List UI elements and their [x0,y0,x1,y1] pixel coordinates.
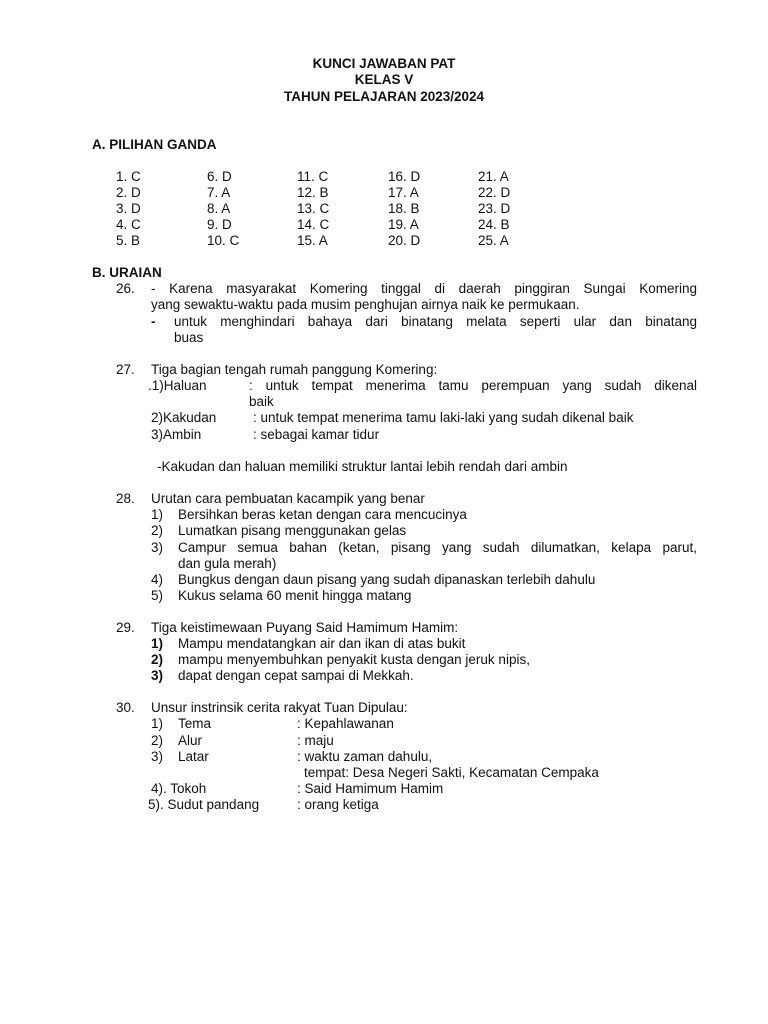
mc-answer: 17. A [388,185,419,200]
doc-title: KUNCI JAWABAN PAT [312,56,456,71]
element-label: Tema [178,716,212,731]
mc-answer: 16. D [388,169,421,184]
step-text: Bersihkan beras ketan dengan cara mencucinya [178,507,467,522]
answer-line: yang sewaktu-waktu pada musim penghujan airnya naik ke permukaan. [151,297,580,312]
mc-answer: 19. A [388,217,419,232]
step-number: 1) [151,507,164,522]
item-label: 2)Kakudan [151,410,217,425]
section-a-title: A. PILIHAN GANDA [92,137,217,152]
step-number: 5) [151,588,164,603]
mc-answer: 1. C [116,169,141,184]
step-number: 4) [151,572,164,587]
question-intro: Tiga bagian tengah rumah panggung Komering: [151,362,438,377]
step-text: Campur semua bahan (ketan, pisang yang sudah dilumatkan, kelapa parut, [178,540,697,555]
step-text: Bungkus dengan daun pisang yang sudah dipanaskan terlebih dahulu [178,572,596,587]
mc-answer: 13. C [297,201,330,216]
question-number: 29. [116,620,135,635]
mc-answer: 21. A [478,169,509,184]
question-intro: Urutan cara pembuatan kacampik yang benar [151,491,425,506]
answer-line: untuk menghindari bahaya dari binatang melata seperti ular dan binatang [174,314,697,329]
item-number: 2) [151,652,164,667]
mc-answer: 20. D [388,233,421,248]
element-number: 1) [151,716,164,731]
mc-answer: 18. B [388,201,420,216]
mc-answer: 10. C [207,233,240,248]
mc-answer: 22. D [478,185,511,200]
mc-answer: 11. C [297,169,329,184]
item-text: mampu menyembuhkan penyakit kusta dengan jeruk nipis, [178,652,530,667]
item-number: 3) [151,668,164,683]
element-label: Latar [178,749,209,764]
item-label: .1)Haluan [148,378,207,393]
mc-answer: 7. A [207,185,231,200]
answer-line: - Karena masyarakat Komering tinggal di daerah pinggiran Sungai Komering [151,281,697,296]
answer-line: buas [174,330,204,345]
question-number: 27. [116,362,135,377]
element-value: : maju [297,733,334,748]
mc-answer: 6. D [207,169,232,184]
mc-answer: 2. D [116,185,141,200]
element-value: : Said Hamimum Hamim [297,781,444,796]
element-number: 3) [151,749,164,764]
mc-answer: 5. B [116,233,141,248]
step-text: Lumatkan pisang menggunakan gelas [178,523,407,538]
step-text: Kukus selama 60 menit hingga matang [178,588,412,603]
item-number: 1) [151,636,164,651]
step-text: dan gula merah) [178,556,277,571]
doc-class: KELAS V [354,72,414,87]
item-label: 3)Ambin [151,427,202,442]
mc-answer: 14. C [297,217,330,232]
section-b-title: B. URAIAN [92,265,162,280]
mc-answer: 9. D [207,217,232,232]
question-intro: Unsur instrinsik cerita rakyat Tuan Dipulau: [151,700,408,715]
element-value: : Kepahlawanan [297,716,394,731]
element-label: 5). Sudut pandang [148,797,260,812]
item-text: Mampu mendatangkan air dan ikan di atas bukit [178,636,466,651]
item-text: : sebagai kamar tidur [253,427,380,442]
question-number: 26. [116,281,135,296]
element-value: tempat: Desa Negeri Sakti, Kecamatan Cempaka [304,765,599,780]
mc-answer: 4. C [116,217,141,232]
question-number: 30. [116,700,135,715]
mc-answer: 25. A [478,233,509,248]
item-text: : untuk tempat menerima tamu laki-laki yang sudah dikenal baik [253,410,634,425]
dash-bullet: - [151,314,156,329]
element-number: 2) [151,733,164,748]
mc-answer: 12. B [297,185,329,200]
question-number: 28. [116,491,135,506]
step-number: 3) [151,540,164,555]
element-label: Alur [178,733,203,748]
item-text: : untuk tempat menerima tamu perempuan yang sudah dikenal [249,378,697,393]
doc-year: TAHUN PELAJARAN 2023/2024 [283,89,485,104]
element-value: : orang ketiga [297,797,379,812]
element-value: : waktu zaman dahulu, [297,749,433,764]
mc-answer: 15. A [297,233,328,248]
mc-answer: 23. D [478,201,511,216]
step-number: 2) [151,523,164,538]
item-text: baik [249,394,274,409]
element-label: 4). Tokoh [151,781,207,796]
item-text: dapat dengan cepat sampai di Mekkah. [178,668,414,683]
mc-answer: 8. A [207,201,231,216]
answer-note: -Kakudan dan haluan memiliki struktur lantai lebih rendah dari ambin [157,459,568,474]
mc-answer: 3. D [116,201,141,216]
mc-answer: 24. B [478,217,510,232]
question-intro: Tiga keistimewaan Puyang Said Hamimum Hamim: [151,620,459,635]
